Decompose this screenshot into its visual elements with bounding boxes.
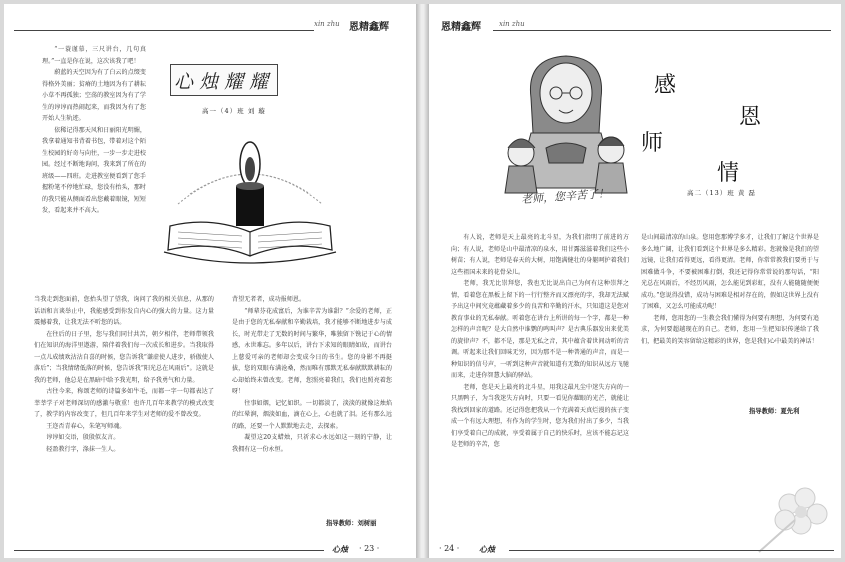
paragraph: 老师，我无比崇拜您，我也无比说出自己为何有这种崇拜之情，看着您在黑板上留下的一行行整齐而又漂亮的字，我却无法赋予出这中间究竟蕴藏着多少的良苦和辛勤的汗水，只知道这是您对教育事业的无私奉献。听着您在讲台上所讲的每一个字，都是一种怎样的声音呢？是大自然中谁鹦的鸣叫声？是古典乐器发出来优美的旋律声？不，都不是，那是无私之音，其中蕴含着世间动听的音调。听起来让我们回味无穷，因为那不是一种普通的声音，而是一种知识的信号声，一听到这种声音就知道有无数的知识从远方飞驰而来，走进你智慧大脑的驿站。 — [451, 280, 629, 379]
header-pinyin: xin zhu — [314, 20, 340, 28]
page-number: · 23 · — [359, 544, 380, 553]
left-col2 — [232, 294, 392, 455]
title-char: 师 — [641, 131, 664, 156]
header-pinyin: xin zhu — [499, 20, 525, 28]
paragraph: “一蓑谨慕，三尺讲台，几句真理。”一直是你在说，这次该我了吧！ — [42, 46, 146, 65]
poem-line: 轻盈教行字，涤抹一生人。 — [46, 445, 120, 453]
candle-book-illustration — [150, 124, 350, 274]
article-title-box — [170, 64, 278, 96]
paragraph: 老师，您用您的一生教会我们懂得为何要有理想，为何要有追求，为何要超越现在的自己。老师，您用一生把知识传递给了我们，把最美的笑容留给这精彩的世界，您是我们心中最美的神话！ — [641, 314, 819, 345]
flower-decoration — [729, 474, 839, 554]
paragraph: “师辈芬花成富后，为谁辛苦为谁甜？”余爱的老师，正是由于您的无私奉献和辛勤栽培，我才能够不断地进步与成长，时光带走了无数的时间与繁华，唯独留下镌记于心的情感，永世难忘。多年以后，讲台下求知的眼睛如故，而讲台上慈爱可亲的老师却会变成今日的书生。您的身影不再挺拔，您的双眼布满沧桑，然而唯有那默无私奉献默默耕耘的心却始终未曾改变。老师，您照亮着我们，我们也照亮着您呀！ — [232, 307, 392, 395]
left-page — [4, 4, 416, 558]
header-title: 恩精鑫辉 — [349, 22, 389, 33]
paragraph: 有人说，老师是天上最亮的北斗星，为我们指明了前进的方向；有人说，老师是山中最清凉的泉水，用甘露滋滋着我们这些小树苗；有人说，老师是春天的大树，用饱满健壮的身躯呵护着我们这些祖国未来的花骨朵儿。 — [451, 234, 629, 276]
illustration-caption: 老师，您辛苦了！ — [520, 186, 610, 207]
paragraph: 依稀记得那天风和日丽阳光明媚，我拿着通知书背着书包，带着对这个陌生校园的好奇与向往，一步一步走进校园。经过不断地询问，我来到了所在的班级——四班。走进教室便看到了您手握粉笔不停地忙碌，您没有抬头，那时的我只能从侧面看出您戴着眼镜，短短发，看起来并不高大。 — [42, 126, 146, 214]
paragraph: 是山间最清凉的山泉。您用您那博学多才，让我们了解这个世界是多么地广阔，让我们看到这个世界是多么精彩。您就像是我们的望远镜，让我们看得更远，看得更清。老师，你常常教我们要勇于与困难做斗争，不要被困难打倒，我还记得你常常说的那句话，“阳光总在风雨后，不经历风雨，怎么能见到彩虹，没有人能随随便便成功。”您说得没错，成功与困难是相对存在的，假如这世界上没有了困难，又怎么可能成功呢！ — [641, 234, 819, 310]
poem-line: 王迩否青春心，朱笔写师魂。 — [46, 422, 126, 430]
right-page — [429, 4, 841, 558]
right-col1 — [451, 232, 629, 451]
poem-line: 谆谆如交语，殷殷似友言。 — [46, 434, 120, 441]
paragraph: 当我走到您面前，您抬头望了望我，询问了我的相关信息，从那的话语和言谈举止中，我能感受到你发自内心的强大的力量。这力量震撼着我，让我无法不听您的话。 — [34, 296, 214, 326]
page-number: · 24 · — [439, 544, 460, 553]
page-spine — [416, 4, 429, 558]
paragraph: 在往后的日子里，您与我们同甘共苦，朝夕相伴，老师带领我们在知识的海洋里遨游，陪伴着我们每一次成长和进步。当我取得一点儿成绩欢沾沾自喜的时候，您告诉我“谦虚使人进步，骄傲使人落后”；当我情绪低落的时候，您告诉我“阳光总在风雨后”。这就是我的老师，他总是在黑暗中给予我光明，给予我勇气和力量。 — [34, 330, 214, 384]
paragraph: 凝望这20支蜡烛，只祈求心永远如这一刻的宁静，让我拥有这一份永恒。 — [232, 434, 392, 453]
header-title: 恩精鑫辉 — [441, 22, 481, 33]
right-col2 — [641, 232, 819, 347]
paragraph: 背望无者者，成功报师恩。 — [232, 296, 306, 303]
author-byline: 高二（13）班 黄 磊 — [687, 189, 756, 197]
left-header — [14, 18, 409, 32]
paragraph: 老师，您是天上最亮的北斗星，用我这最凡尘中迷失方向的一只黑鸭子，为当我迷失方向时，只要一看见你耀眼的光芒，就能让我找到回家的道路。还记得您把我从一个充满着天真烂漫的孩子变成一个有远大理想，有作为的学生时，您为我们付出了多少，当我们享受着自己的成就，享受着属于自己的快乐时，应该不能忘记这是老师的辛苦，您 — [451, 383, 629, 448]
footer-name: 心烛 — [332, 544, 348, 554]
paragraph: 古往今来，称颂老师的诗篇多如牛毛，而都一字一句都表达了莘莘学子对老师深切的感激与敬重！也许几百年来教学的模式改变了，教学的内容改变了，但几百年来学生对老师的爱不曾改变。 — [34, 388, 214, 418]
left-col1-top — [42, 44, 146, 217]
title-char: 情 — [717, 161, 740, 186]
title-char: 恩 — [739, 105, 762, 130]
right-header — [441, 18, 831, 32]
footer-name: 心烛 — [479, 544, 495, 554]
paragraph: 往事如烟，记忆如织。一切都淡了，淡淡的就像这烛焰的红晕涧，烟淡如血，滴在心上，心也就了泪。还有那么远的路，还要一个人默默地去走，去探索。 — [232, 399, 392, 430]
title-char: 感 — [654, 73, 677, 98]
left-col1-bottom — [34, 294, 214, 455]
teacher-credit: 指导教师：夏先利 — [749, 408, 800, 415]
teacher-credit: 指导教师：刘树丽 — [326, 520, 377, 527]
paragraph: 蔚蓝的天空因为有了白云的点缀变得格外美丽；贫瘠的土地因为有了耕耘小草不再孤独；空荡的教室因为有了学生的谆谆而热闹起来，而我因为有了您开始人生轨迹。 — [42, 69, 146, 122]
author-byline: 高一（4）班 刘 璇 — [202, 107, 266, 115]
article-title: 心烛耀耀 — [173, 70, 274, 93]
teacher-children-illustration — [491, 38, 641, 213]
